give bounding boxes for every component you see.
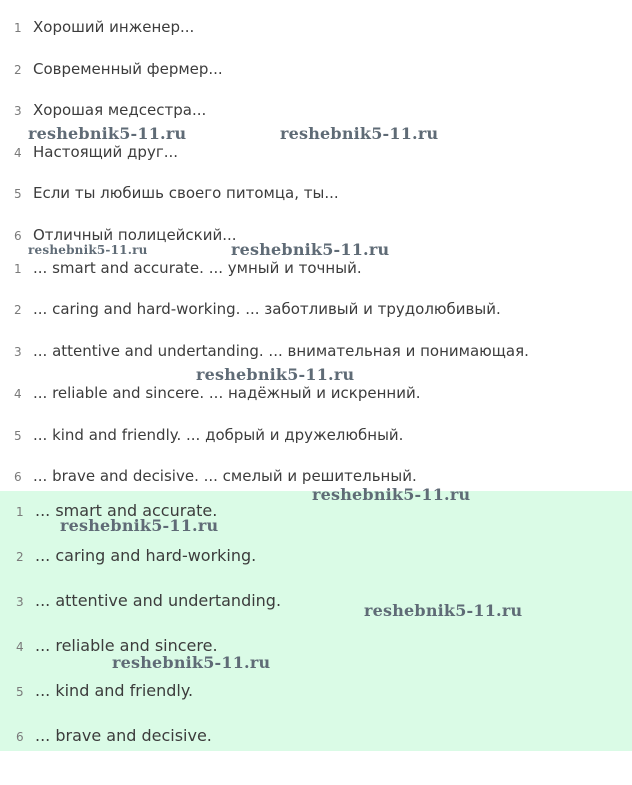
item-number: 3 <box>16 595 24 609</box>
watermark: reshebnik5-11.ru <box>60 516 219 535</box>
item-text: ... reliable and sincere. ... надёжный и искренний. <box>33 384 421 402</box>
list-item <box>16 681 193 700</box>
watermark: reshebnik5-11.ru <box>231 240 390 259</box>
item-text: ... brave and decisive. <box>35 726 212 745</box>
item-text: ... reliable and sincere. <box>35 636 218 655</box>
item-number: 3 <box>14 345 22 359</box>
list-item <box>14 226 237 244</box>
list-item <box>16 726 212 745</box>
item-number: 4 <box>14 146 22 160</box>
item-number: 6 <box>14 470 22 484</box>
item-number: 5 <box>16 685 24 699</box>
list-item <box>14 60 223 78</box>
item-number: 5 <box>14 429 22 443</box>
list-item <box>14 384 420 402</box>
item-number: 4 <box>14 387 22 401</box>
item-number: 4 <box>16 640 24 654</box>
item-text: ... caring and hard-working. <box>35 546 257 565</box>
item-number: 5 <box>14 187 22 201</box>
list-item <box>14 467 417 485</box>
item-text: Хороший инженер... <box>33 18 195 36</box>
item-number: 1 <box>14 262 22 276</box>
item-number: 1 <box>16 505 24 519</box>
item-number: 2 <box>14 63 22 77</box>
list-item <box>16 546 256 565</box>
item-text: ... caring and hard-working. ... заботливый и трудолюбивый. <box>33 300 501 318</box>
list-item <box>14 300 501 318</box>
list-item <box>14 184 339 202</box>
item-text: Настоящий друг... <box>33 143 179 161</box>
item-text: ... kind and friendly. <box>35 681 194 700</box>
item-text: Отличный полицейский... <box>33 226 237 244</box>
item-text: ... kind and friendly. ... добрый и дружелюбный. <box>33 426 404 444</box>
item-text: ... attentive and undertanding. <box>35 591 282 610</box>
item-text: ... smart and accurate. ... умный и точный. <box>33 259 362 277</box>
item-number: 3 <box>14 104 22 118</box>
watermark: reshebnik5-11.ru <box>364 601 523 620</box>
list-item <box>14 259 362 277</box>
item-text: ... attentive and undertanding. ... внимательная и понимающая. <box>33 342 529 360</box>
item-text: Хорошая медсестра... <box>33 101 207 119</box>
list-item <box>16 591 281 610</box>
item-number: 2 <box>16 550 24 564</box>
watermark: reshebnik5-11.ru <box>196 365 355 384</box>
watermark: reshebnik5-11.ru <box>28 124 187 143</box>
item-text: ... smart and accurate. <box>35 501 218 520</box>
item-number: 6 <box>14 229 22 243</box>
list-item <box>14 342 529 360</box>
list-item <box>14 143 178 161</box>
item-number: 2 <box>14 303 22 317</box>
item-text: ... brave and decisive. ... смелый и решительный. <box>33 467 417 485</box>
list-item <box>14 426 403 444</box>
item-number: 1 <box>14 21 22 35</box>
watermark: reshebnik5-11.ru <box>112 653 271 672</box>
watermark: reshebnik5-11.ru <box>28 243 148 257</box>
item-text: Если ты любишь своего питомца, ты... <box>33 184 339 202</box>
list-item <box>14 18 194 36</box>
watermark: reshebnik5-11.ru <box>312 485 471 504</box>
item-text: Современный фермер... <box>33 60 223 78</box>
item-number: 6 <box>16 730 24 744</box>
list-item <box>14 101 206 119</box>
watermark: reshebnik5-11.ru <box>280 124 439 143</box>
